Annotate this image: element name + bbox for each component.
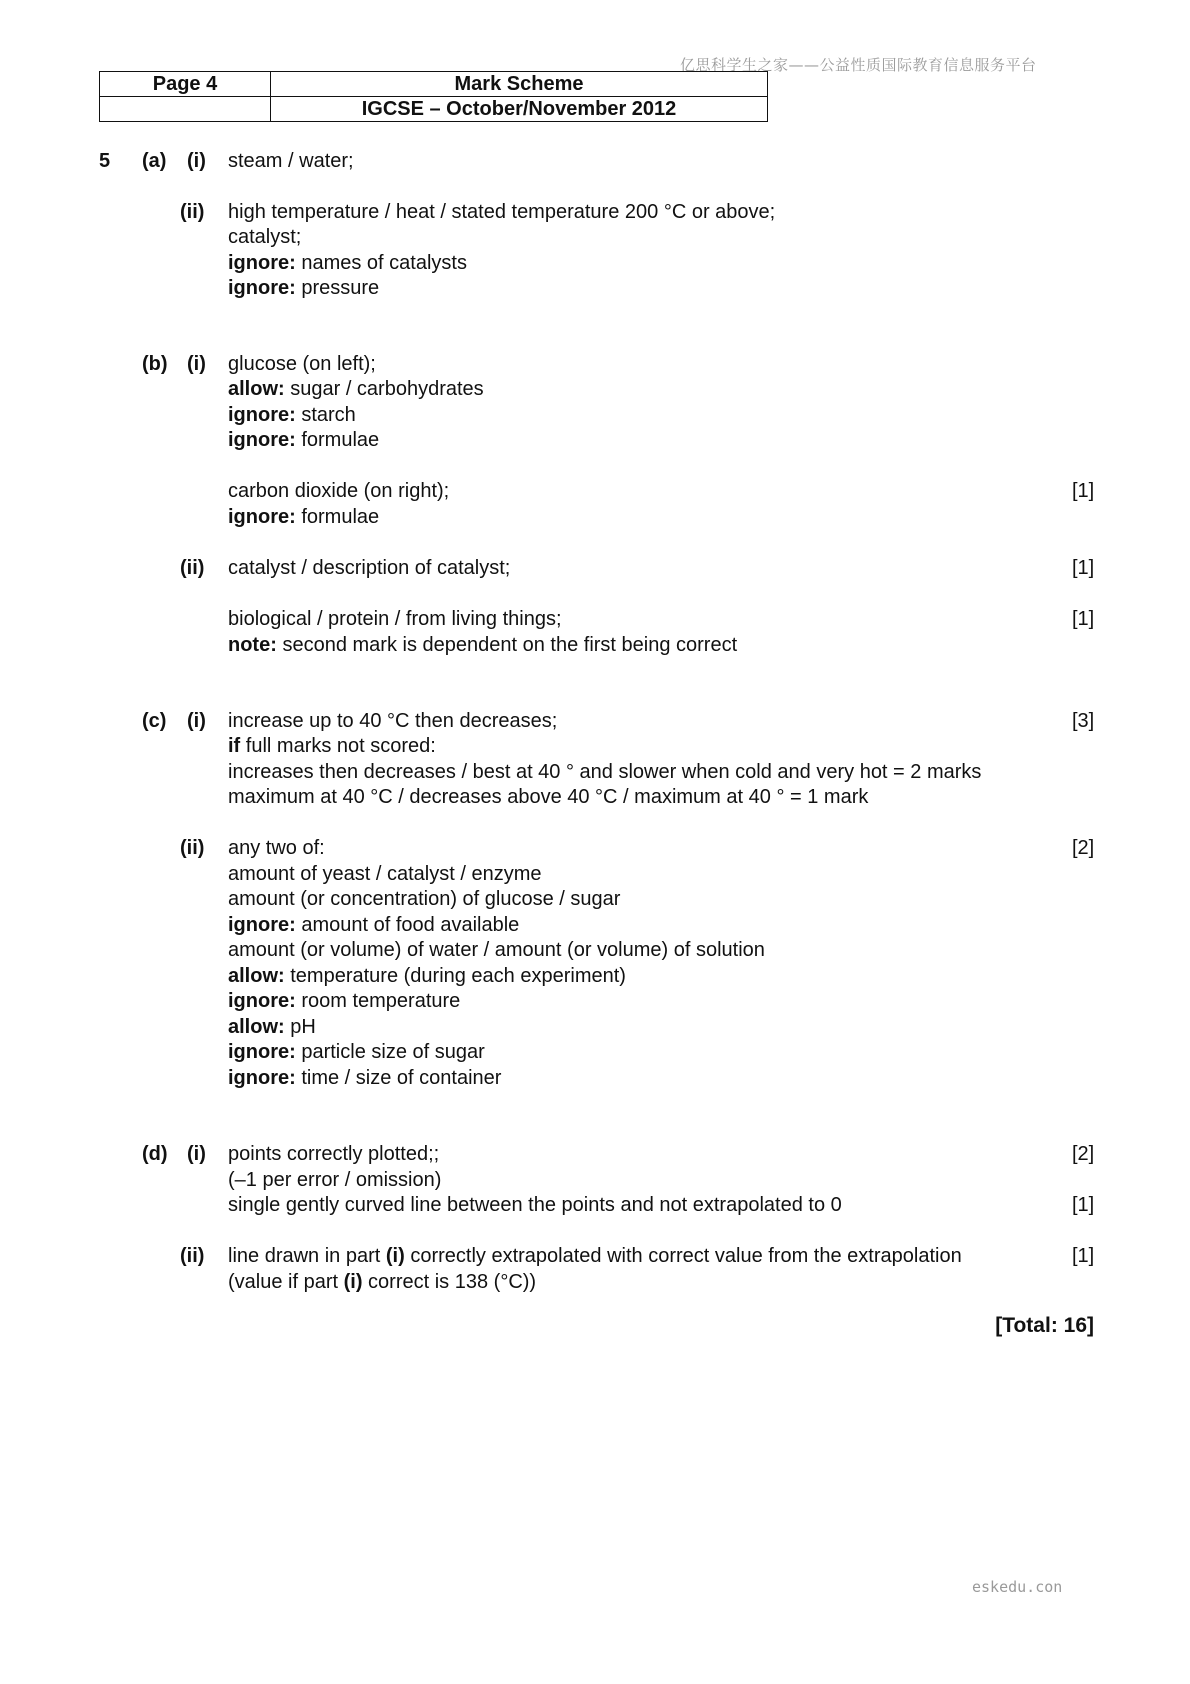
c-ii-line-9 [228,1040,485,1065]
b-ii-line-3-text: second mark is dependent on the first being correct [282,634,738,656]
b-i-line-5: carbon dioxide (on right); [228,480,450,502]
part-i-ref: (i) [385,1245,405,1267]
total-marks: [Total: 16] [995,1314,1094,1337]
c-ii-line-4-text: amount of food available [301,914,520,936]
ignore-keyword: ignore: [228,404,296,426]
c-ii-line-4 [228,913,519,938]
a-ii-line-2: catalyst; [228,226,302,248]
mark-c-i: [3] [1072,710,1095,732]
part-a-label: (a) [142,150,167,172]
c-ii-line-5: amount (or volume) of water / amount (or volume) of solution [228,939,765,961]
page-number: Page 4 [100,72,271,97]
c-ii-line-10 [228,1066,501,1091]
part-c-ii-label: (ii) [180,837,205,859]
ignore-keyword: ignore: [228,990,296,1012]
part-b-ii-label: (ii) [180,557,205,579]
c-i-line-2 [228,734,436,759]
a-i-answer: steam / water; [228,150,354,172]
d-i-line-2: (–1 per error / omission) [228,1169,442,1191]
header-table [99,71,768,122]
c-ii-line-7 [228,989,460,1014]
part-d-label: (d) [142,1143,168,1165]
ignore-keyword: ignore: [228,914,296,936]
part-a-i-label: (i) [187,150,206,172]
a-ii-line-3-text: names of catalysts [301,252,467,274]
b-i-line-3-text: starch [301,404,356,426]
mark-b-ii-1: [1] [1072,557,1095,579]
mark-d-i-2: [1] [1072,1194,1095,1216]
a-ii-line-4-text: pressure [301,277,380,299]
allow-keyword: allow: [228,965,285,987]
c-ii-line-6 [228,964,626,989]
d-ii-line-1 [228,1244,962,1269]
c-ii-line-3: amount (or concentration) of glucose / sugar [228,888,621,910]
d-ii-line-2 [228,1270,536,1295]
document-title: Mark Scheme [271,72,768,97]
c-ii-line-8-text: pH [290,1016,316,1038]
part-a-ii-label: (ii) [180,201,205,223]
d-ii-line-2b: correct is 138 (°C)) [362,1271,537,1293]
d-ii-line-2a: (value if part [228,1271,344,1293]
c-ii-line-7-text: room temperature [301,990,461,1012]
part-c-i-label: (i) [187,710,206,732]
b-i-line-2-text: sugar / carbohydrates [290,378,484,400]
c-i-line-1: increase up to 40 °C then decreases; [228,710,558,732]
c-i-line-3: increases then decreases / best at 40 ° and slower when cold and very hot = 2 marks [228,761,982,783]
b-i-line-6 [228,505,379,530]
a-ii-line-1: high temperature / heat / stated temperature 200 °C or above; [228,201,776,223]
ignore-keyword: ignore: [228,277,296,299]
header-empty-cell [100,97,271,122]
part-d-i-label: (i) [187,1143,206,1165]
part-i-ref: (i) [343,1271,363,1293]
part-b-i-label: (i) [187,353,206,375]
b-i-line-6-text: formulae [301,506,380,528]
d-i-line-1: points correctly plotted;; [228,1143,440,1165]
note-keyword: note: [228,634,277,656]
c-ii-line-10-text: time / size of container [301,1067,502,1089]
c-ii-line-2: amount of yeast / catalyst / enzyme [228,863,542,885]
exam-session: IGCSE – October/November 2012 [271,97,768,122]
b-ii-line-2: biological / protein / from living things; [228,608,562,630]
allow-keyword: allow: [228,378,285,400]
c-ii-line-6-text: temperature (during each experiment) [290,965,626,987]
part-c-label: (c) [142,710,167,732]
c-ii-line-8 [228,1015,316,1040]
c-ii-line-1: any two of: [228,837,325,859]
question-number: 5 [99,150,111,172]
mark-d-ii: [1] [1072,1245,1095,1267]
allow-keyword: allow: [228,1016,285,1038]
a-ii-line-3 [228,251,467,276]
c-i-line-4: maximum at 40 °C / decreases above 40 °C / maximum at 40 ° = 1 mark [228,786,869,808]
b-i-line-2 [228,377,484,402]
d-ii-line-1a: line drawn in part [228,1245,386,1267]
mark-b-i: [1] [1072,480,1095,502]
b-i-line-4-text: formulae [301,429,380,451]
part-b-label: (b) [142,353,168,375]
b-i-line-3 [228,403,356,428]
mark-c-ii: [2] [1072,837,1095,859]
ignore-keyword: ignore: [228,429,296,451]
if-keyword: if [228,735,241,757]
ignore-keyword: ignore: [228,506,296,528]
mark-d-i-1: [2] [1072,1143,1095,1165]
ignore-keyword: ignore: [228,1041,296,1063]
watermark-top: 亿思科学生之家——公益性质国际教育信息服务平台 [680,56,1037,74]
d-ii-line-1b: correctly extrapolated with correct value from the extrapolation [404,1245,962,1267]
d-i-line-3: single gently curved line between the points and not extrapolated to 0 [228,1194,842,1216]
c-ii-line-9-text: particle size of sugar [301,1041,485,1063]
part-d-ii-label: (ii) [180,1245,205,1267]
b-ii-line-1: catalyst / description of catalyst; [228,557,511,579]
watermark-bottom: eskedu.con [972,1578,1063,1596]
ignore-keyword: ignore: [228,252,296,274]
b-i-line-1: glucose (on left); [228,353,376,375]
c-i-line-2-text: full marks not scored: [245,735,436,757]
ignore-keyword: ignore: [228,1067,296,1089]
mark-b-ii-2: [1] [1072,608,1095,630]
b-ii-line-3 [228,633,737,658]
a-ii-line-4 [228,276,379,301]
b-i-line-4 [228,428,379,453]
